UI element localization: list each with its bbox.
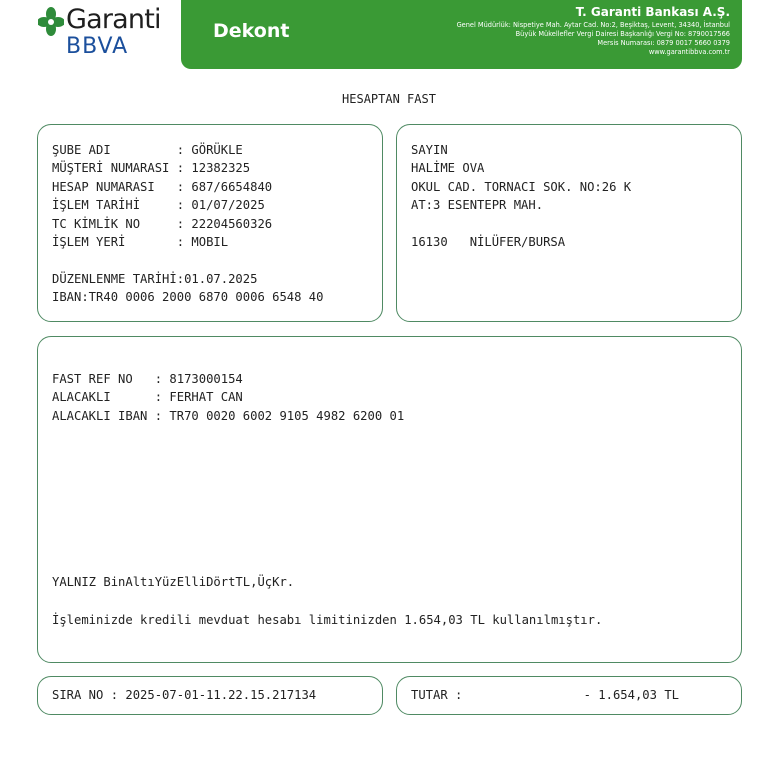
account-line: MÜŞTERİ NUMARASI : 12382325	[52, 161, 251, 176]
document-title: HESAPTAN FAST	[342, 92, 436, 106]
recipient-line: AT:3 ESENTEPR MAH.	[411, 198, 544, 213]
address-line: Genel Müdürlük: Nispetiye Mah. Aytar Cad. No:2, Beşiktaş, Levent, 34340, İstanbul	[456, 21, 730, 29]
recipient-address-box	[396, 124, 742, 322]
logo-name: Garanti	[66, 4, 161, 35]
header-banner	[181, 0, 742, 69]
account-line: HESAP NUMARASI : 687/6654840	[52, 179, 273, 194]
amount-box	[396, 676, 742, 715]
clover-icon	[38, 7, 64, 37]
transfer-line: FAST REF NO : 8173000154	[52, 372, 243, 386]
address-line: Mersis Numarası: 0879 0017 5660 0379	[597, 39, 730, 47]
account-info-box	[37, 124, 383, 322]
amount-label: TUTAR :	[411, 688, 463, 702]
address-line: www.garantibbva.com.tr	[648, 48, 730, 56]
account-line: IBAN:TR40 0006 2000 6870 0006 6548 40	[52, 290, 324, 305]
overdraft-note: İşleminizde kredili mevduat hesabı limitinizden 1.654,03 TL kullanılmıştır.	[52, 613, 603, 627]
recipient-line: SAYIN	[411, 143, 448, 157]
account-line: ŞUBE ADI : GÖRÜKLE	[52, 143, 243, 157]
garanti-bbva-logo	[38, 6, 168, 58]
sequence-number: SIRA NO : 2025-07-01-11.22.15.217134	[52, 688, 317, 702]
banner-title: Dekont	[213, 20, 290, 42]
amount-in-words: YALNIZ BinAltıYüzElliDörtTL,ÜçKr.	[52, 575, 295, 589]
logo-sub: BBVA	[66, 34, 129, 59]
recipient-line: 16130 NİLÜFER/BURSA	[411, 235, 566, 249]
recipient-line: OKUL CAD. TORNACI SOK. NO:26 K	[411, 179, 632, 194]
account-line: İŞLEM TARİHİ : 01/07/2025	[52, 198, 265, 213]
transfer-line: ALACAKLI IBAN : TR70 0020 6002 9105 4982 6200 01	[52, 408, 405, 423]
sequence-number-box	[37, 676, 383, 715]
account-line: DÜZENLENME TARİHİ:01.07.2025	[52, 271, 258, 286]
transfer-line: ALACAKLI : FERHAT CAN	[52, 390, 243, 405]
account-line: İŞLEM YERİ : MOBIL	[52, 235, 229, 249]
address-line: Büyük Mükellefler Vergi Dairesi Başkanlığı Vergi No: 8790017566	[515, 30, 730, 38]
transfer-details-box	[37, 336, 742, 663]
account-line: TC KİMLİK NO : 22204560326	[52, 216, 273, 231]
bank-name: T. Garanti Bankası A.Ş.	[575, 5, 730, 19]
recipient-line: HALİME OVA	[411, 161, 485, 176]
amount-value: - 1.654,03 TL	[583, 688, 679, 702]
